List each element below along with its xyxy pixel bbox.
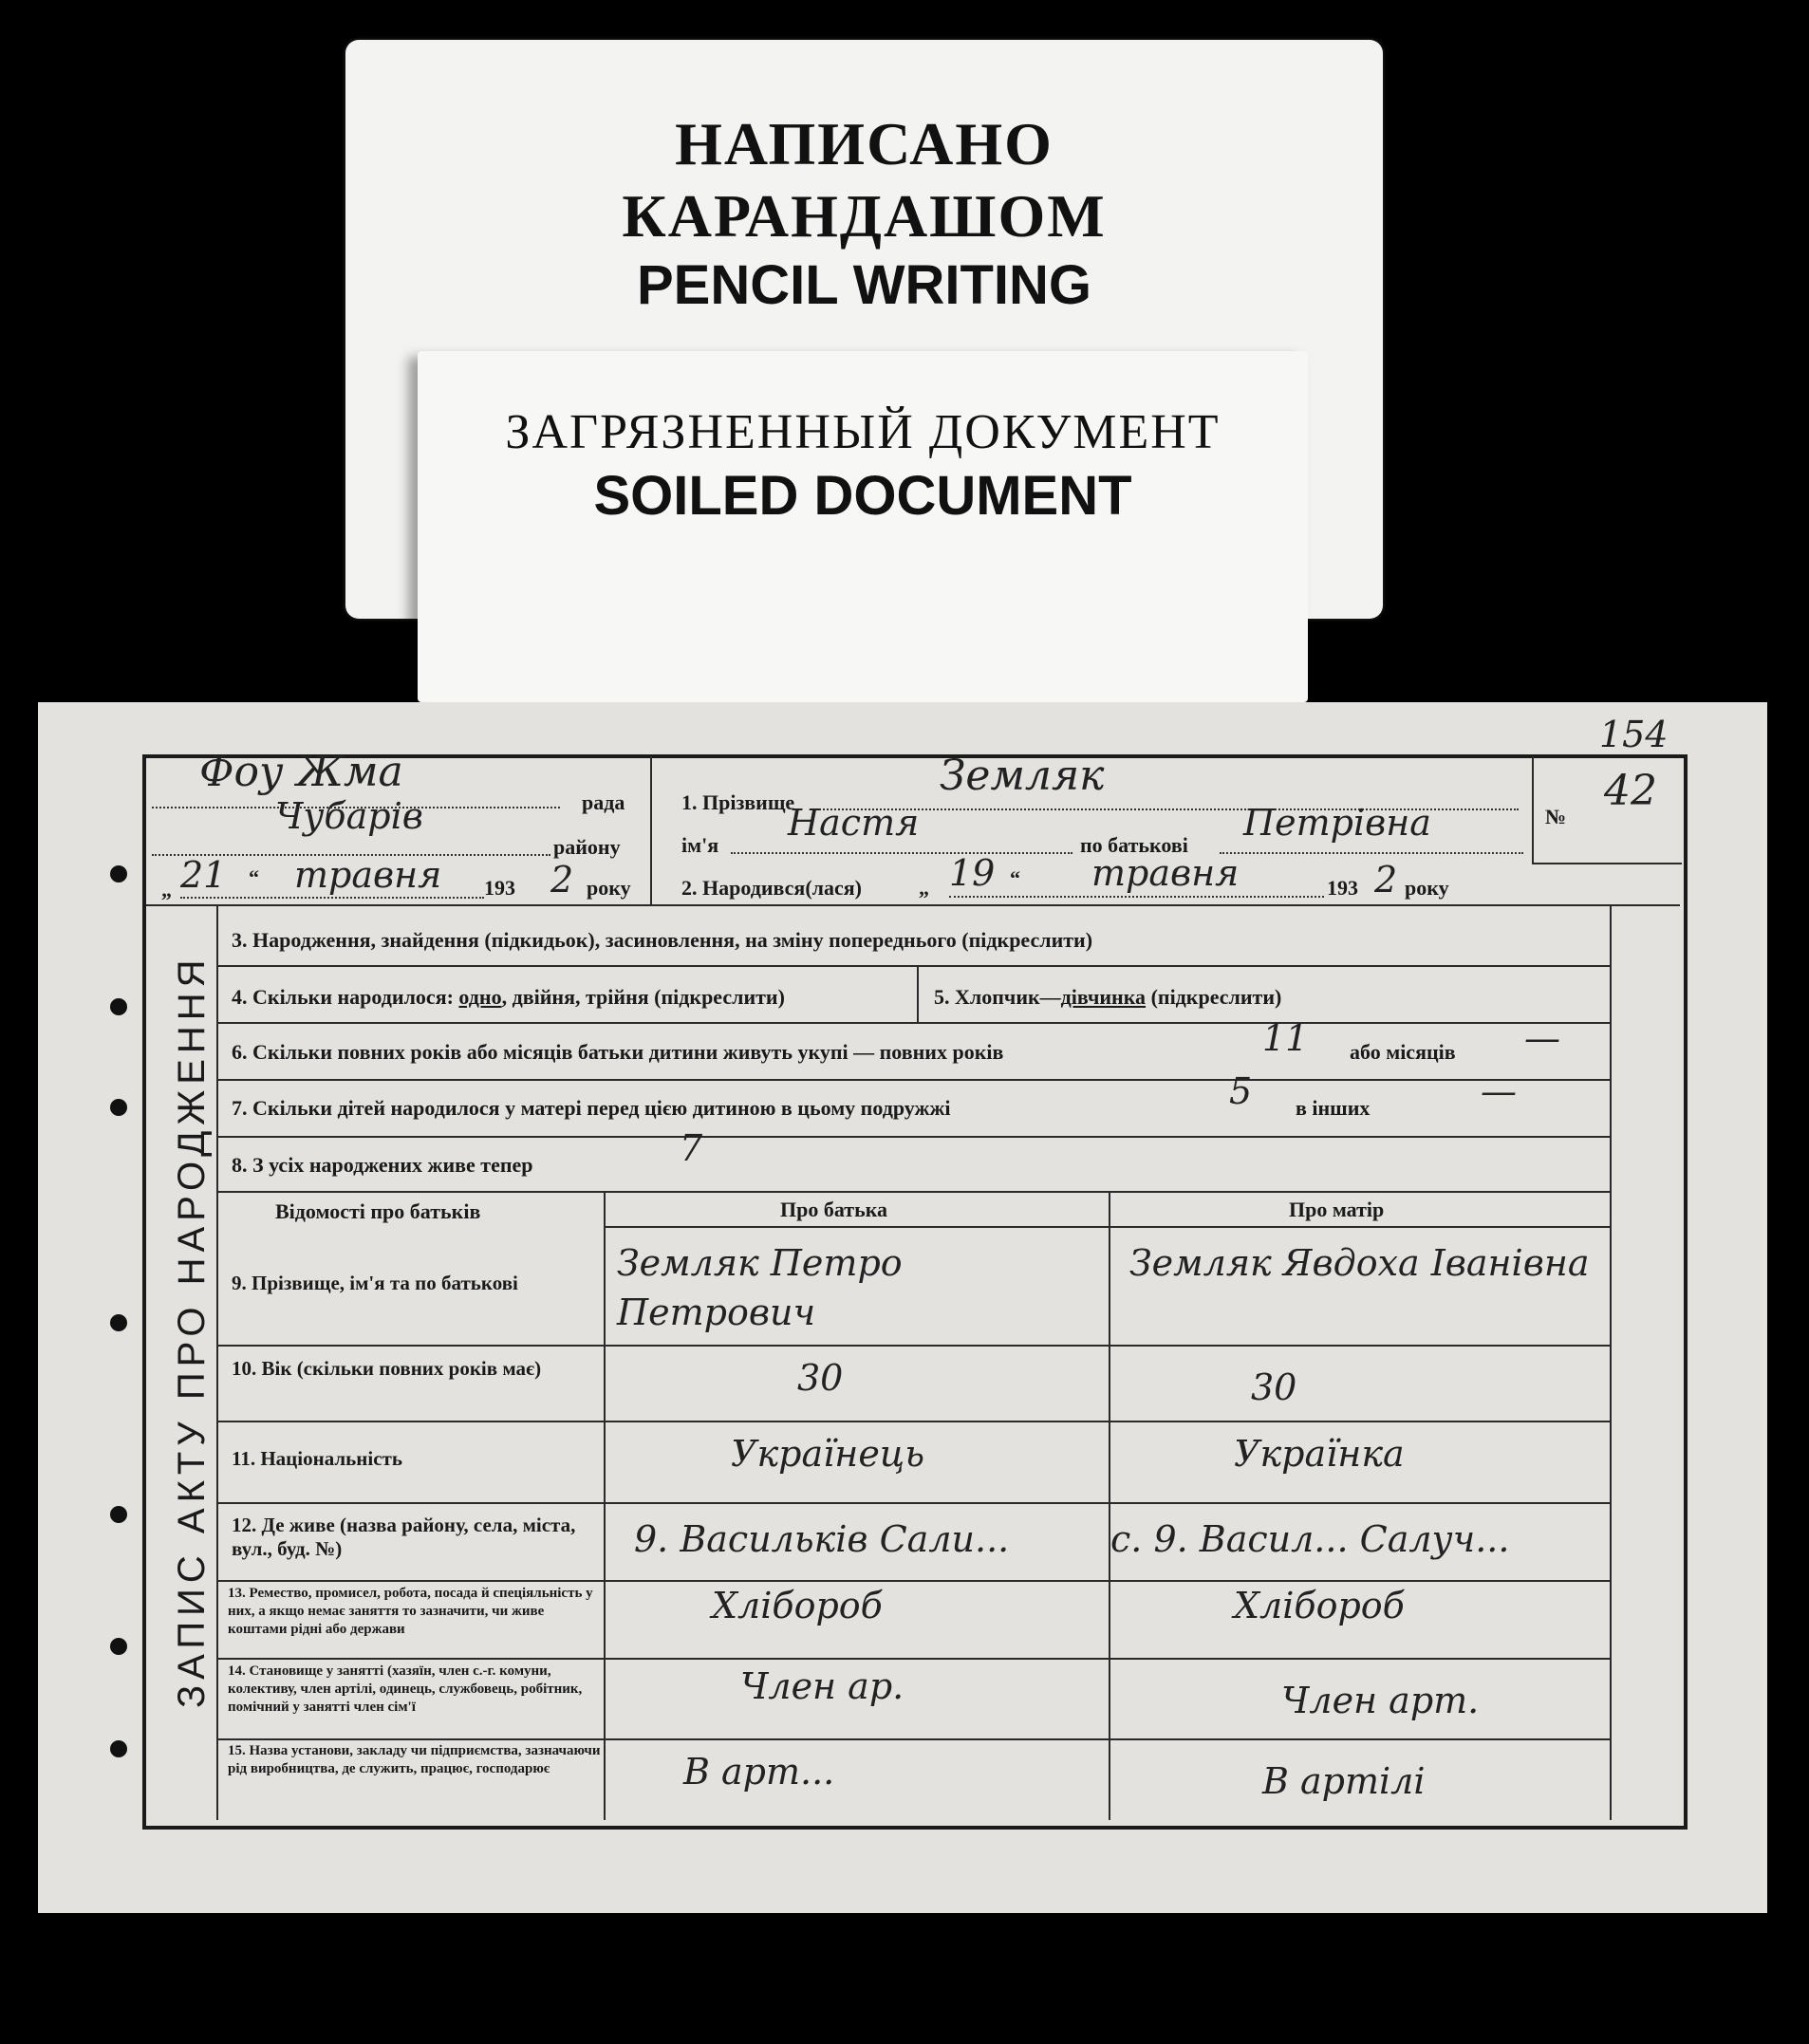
q5-option-girl: дівчинка (1060, 985, 1147, 1009)
q2-year-prefix: 193 (1327, 876, 1358, 900)
table-col-divider (604, 1191, 606, 1820)
row-divider (216, 1191, 1612, 1193)
row12-father: 9. Васильків Сали... (634, 1518, 1010, 1560)
dotted-line (949, 896, 1324, 898)
dotted-line (731, 852, 1072, 854)
birth-year-digit-handwritten: 2 (1374, 859, 1398, 901)
binder-hole (110, 1638, 127, 1655)
row12-mother: с. 9. Васил... Салуч... (1110, 1518, 1510, 1560)
row-divider (216, 1738, 1612, 1740)
soiled-document-en: SOILED DOCUMENT (593, 465, 1132, 527)
q2-born-label: 2. Народився(лася) (681, 876, 862, 900)
row9-father: Земляк Петро Петрович (617, 1242, 903, 1333)
q2-year-suffix: року (1405, 876, 1449, 900)
binder-hole (110, 1099, 127, 1116)
children-before-handwritten: 5 (1229, 1070, 1253, 1112)
q4-prefix: 4. Скільки народилося: (232, 985, 454, 1009)
row13-father: Хлібороб (712, 1585, 883, 1626)
number-handwritten: 42 (1604, 767, 1657, 815)
binder-hole (110, 1740, 127, 1757)
quote-close: “ (1010, 866, 1020, 890)
table-col-divider (1109, 1191, 1110, 1820)
row-divider (216, 1580, 1612, 1582)
quote-open: „ (919, 876, 929, 900)
q1-name-label: ім'я (681, 833, 719, 857)
row-divider (216, 1022, 1612, 1024)
q4-option-one: одно (458, 985, 502, 1009)
header-divider (1532, 863, 1682, 864)
row9-label: 9. Прізвище, ім'я та по батькові (232, 1272, 518, 1294)
q1-patronymic-label: по батькові (1080, 833, 1188, 857)
reg-month-handwritten: травня (294, 854, 442, 896)
quote-close: “ (249, 865, 259, 889)
col-father-header: Про батька (780, 1198, 888, 1221)
cell-divider (917, 967, 919, 1022)
row-divider (216, 1345, 1612, 1347)
pencil-writing-ru-line2: КАРАНДАШОМ (622, 182, 1107, 250)
row-divider (216, 1136, 1612, 1138)
living-now-handwritten: 7 (680, 1127, 703, 1169)
soiled-document-ru: ЗАГРЯЗНЕННЫЙ ДОКУМЕНТ (505, 405, 1221, 459)
row14-mother: Член арт. (1281, 1680, 1480, 1721)
q6-text: 6. Скільки повних років або місяців батьки дитини живуть укупі — повних років (232, 1040, 1004, 1064)
col-mother-header: Про матір (1289, 1198, 1385, 1221)
pencil-writing-en: PENCIL WRITING (636, 254, 1092, 316)
q5-prefix: 5. Хлопчик— (934, 985, 1061, 1009)
row14-label: 14. Становище у занятті (хазяїн, член с.-г. комуни, колективу, член артілі, одинець, службовець, робітник, помічний у занятті член сім'ї (228, 1663, 583, 1715)
right-column-divider (1610, 904, 1612, 1820)
pencil-writing-ru-line1: НАПИСАНО (675, 110, 1054, 177)
raion-handwritten: Чубарів (275, 795, 423, 837)
row15-mother: В артілі (1262, 1760, 1426, 1802)
q5-text (934, 985, 1281, 1010)
q5-rest: (підкреслити) (1146, 985, 1282, 1009)
quote-open: „ (161, 878, 172, 901)
q6-or-months: або місяців (1350, 1040, 1456, 1064)
row11-label: 11. Національність (232, 1447, 402, 1470)
header-divider (650, 756, 652, 904)
row15-label: 15. Назва установи, закладу чи підприємства, зазначаючи рід виробництва, де служить, працює, господарює (228, 1743, 601, 1776)
title-column-divider (216, 904, 218, 1820)
row10-mother: 30 (1251, 1366, 1297, 1408)
vertical-title: ЗАПИС АКТУ ПРО НАРОДЖЕННЯ (171, 954, 213, 1708)
binder-hole (110, 1506, 127, 1523)
reg-year-prefix: 193 (484, 876, 515, 900)
q8-text: 8. З усіх народжених живе тепер (232, 1153, 533, 1177)
soiled-document-card (418, 351, 1308, 702)
q3-text: 3. Народження, знайдення (підкидьок), засиновлення, на зміну попереднього (підкреслити) (232, 928, 1093, 952)
rada-label: рада (582, 790, 625, 814)
raion-label: району (553, 835, 621, 859)
birth-day-handwritten: 19 (949, 852, 996, 894)
birth-month-handwritten: травня (1091, 852, 1240, 894)
number-top-handwritten: 154 (1599, 714, 1669, 755)
row10-label: 10. Вік (скільки повних років має) (232, 1357, 542, 1380)
binder-hole (110, 865, 127, 883)
q7-other: в інших (1296, 1096, 1371, 1120)
row14-father: Член ар. (740, 1665, 904, 1707)
row-divider (604, 1226, 1612, 1228)
row11-father: Українець (731, 1433, 925, 1475)
col-info-header: Відомості про батьків (275, 1199, 481, 1223)
number-label: № (1545, 805, 1567, 828)
months-together-handwritten: — (1524, 1017, 1560, 1059)
binder-hole (110, 1314, 127, 1331)
q7-text: 7. Скільки дітей народилося у матері перед цією дитиною в цьому подружжі (232, 1096, 951, 1120)
row10-father: 30 (797, 1357, 844, 1399)
row11-mother: Українка (1234, 1433, 1405, 1475)
name-handwritten: Настя (788, 802, 920, 844)
row-divider (216, 1079, 1612, 1081)
row-divider (216, 965, 1612, 967)
row-divider (216, 1421, 1612, 1422)
binder-hole (110, 998, 127, 1015)
years-together-handwritten: 11 (1262, 1017, 1309, 1059)
reg-day-handwritten: 21 (180, 854, 227, 896)
q1-surname-label: 1. Прізвище (681, 790, 795, 814)
row12-label: 12. Де живе (назва району, села, міста, вул., буд. №) (232, 1514, 576, 1560)
row-divider (216, 1658, 1612, 1660)
row13-mother: Хлібороб (1234, 1585, 1405, 1626)
rada-handwritten: Фоу Жма (199, 748, 403, 796)
row13-label: 13. Ремество, промисел, робота, посада й спеціяльність у них, а якщо немає заняття то зазначити, чи живе коштами рідні або держави (228, 1586, 593, 1637)
reg-year-suffix: року (587, 876, 631, 900)
q4-rest: , двійня, трійня (підкреслити) (501, 985, 785, 1009)
dotted-line (180, 897, 484, 899)
row-divider (216, 1502, 1612, 1504)
row9-mother: Земляк Явдоха Іванівна (1129, 1242, 1590, 1284)
header-divider (146, 904, 1680, 906)
patronymic-handwritten: Петрівна (1243, 802, 1431, 844)
reg-year-digit-handwritten: 2 (550, 859, 574, 901)
children-other-handwritten: — (1481, 1070, 1517, 1112)
row15-father: В арт... (683, 1751, 835, 1793)
surname-handwritten: Земляк (940, 752, 1105, 800)
header-divider (1532, 756, 1534, 864)
q4-text (232, 985, 785, 1010)
dotted-line (1220, 852, 1523, 854)
